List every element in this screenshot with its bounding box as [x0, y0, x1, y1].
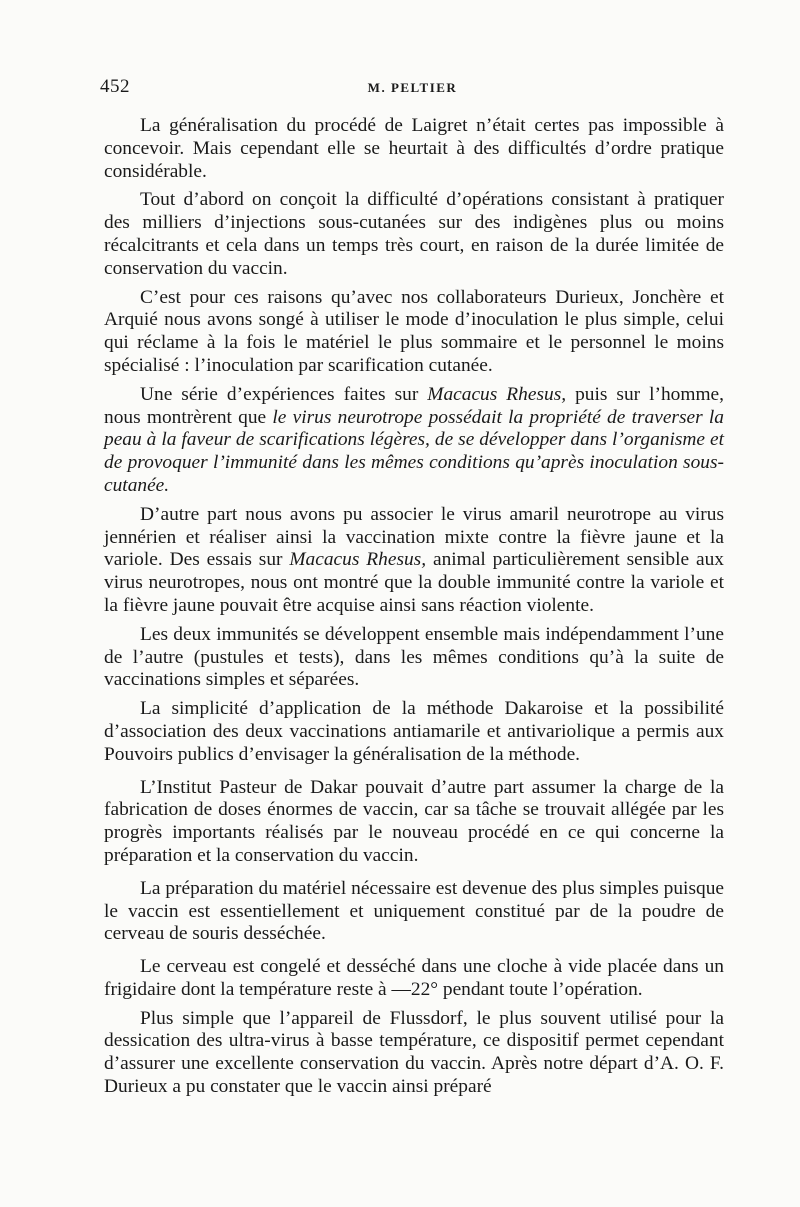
- running-head: [100, 76, 725, 100]
- paragraph: [104, 115, 724, 183]
- text-run: La simplicité d’application de la méthode Dakaroise et la possibilité d’association des deux vaccinations antiamarile et antivariolique a permis aux Pouvoirs publics d’envisager la généralisation de la méthode.: [104, 698, 724, 765]
- italic-text-run: le virus neurotrope possédait la propriété de traverser la peau à la faveur de scarifications légères, de se développer dans l’organisme et de provoquer l’immunité dans les mêmes conditions qu’après inoculation sous-cutanée.: [104, 406, 724, 496]
- paragraph: [104, 624, 724, 692]
- text-run: C’est pour ces raisons qu’avec nos collaborateurs Durieux, Jonchère et Arquié nous avons songé à utiliser le mode d’inoculation le plus simple, celui qui réclame à la fois le matériel le plus sommaire et le personnel le moins spécialisé : l’inoculation par scarification cutanée.: [104, 286, 724, 376]
- paragraph: [104, 189, 724, 280]
- text-run: La préparation du matériel nécessaire est devenue des plus simples puisque le vaccin est essentiellement et uniquement constitué par de la poudre de cerveau de souris desséchée.: [104, 877, 724, 945]
- text-run: La généralisation du procédé de Laigret n’était certes pas impossible à concevoir. Mais cependant elle se heurtait à des difficultés d’ordre pratique considérable.: [104, 115, 724, 182]
- text-run: puis sur l’homme, nous montrèrent que: [104, 383, 724, 428]
- text-run: Une série d’expériences faites sur: [140, 383, 428, 405]
- text-run: L’Institut Pasteur de Dakar pouvait d’autre part assumer la charge de la fabrication de doses énormes de vaccin, car sa tâche se trouvait allégée par les progrès importants réalisés par le nouveau procédé en ce qui concerne la préparation et la conservation du vaccin.: [104, 776, 724, 866]
- paragraph: [104, 384, 724, 498]
- text-run: Tout d’abord on conçoit la difficulté d’opérations consistant à pratiquer des milliers d’injections sous-cutanées sur des indigènes plus ou moins récalcitrants et cela dans un temps très court, en raison de la durée limitée de conservation du vaccin.: [104, 189, 724, 279]
- paragraph: [104, 1008, 724, 1099]
- text-run: Plus simple que l’appareil de Flussdorf, le plus souvent utilisé pour la dessication des ultra-virus à basse température, ce dispositif permet cependant d’assurer une excellente conservation du vaccin. Après notre départ d’A. O. F. Durieux a pu constater que le vaccin ainsi préparé: [104, 1007, 724, 1098]
- text-run: D’autre part nous avons pu associer le virus amaril neurotrope au virus jennérien et réaliser ainsi la vaccination mixte contre la fièvre jaune et la variole. Des essais sur: [104, 503, 724, 571]
- paragraph: [104, 878, 724, 946]
- paragraph: [104, 956, 724, 1002]
- text-run: Les deux immunités se développent ensemble mais indépendamment l’une de l’autre (pustules et tests), dans les mêmes conditions qu’à la suite de vaccinations simples et séparées.: [104, 623, 724, 691]
- paragraph: [104, 504, 724, 618]
- text-run: Le cerveau est congelé et desséché dans une cloche à vide placée dans un frigidaire dont la température reste à —22° pendant toute l’opération.: [104, 956, 724, 1000]
- italic-text-run: Macacus Rhesus,: [427, 383, 567, 405]
- paragraph: [104, 777, 724, 868]
- italic-text-run: Macacus Rhesus,: [289, 549, 427, 571]
- running-title: M. PELTIER: [367, 80, 458, 95]
- body-text: [104, 115, 724, 1105]
- page-number: 452: [100, 76, 130, 97]
- text-run: animal particulièrement sensible aux virus neurotropes, nous ont montré que la double immunité contre la variole et la fièvre jaune pouvait être acquise ainsi sans réaction violente.: [104, 549, 724, 616]
- paragraph: [104, 287, 724, 378]
- paragraph: [104, 698, 724, 766]
